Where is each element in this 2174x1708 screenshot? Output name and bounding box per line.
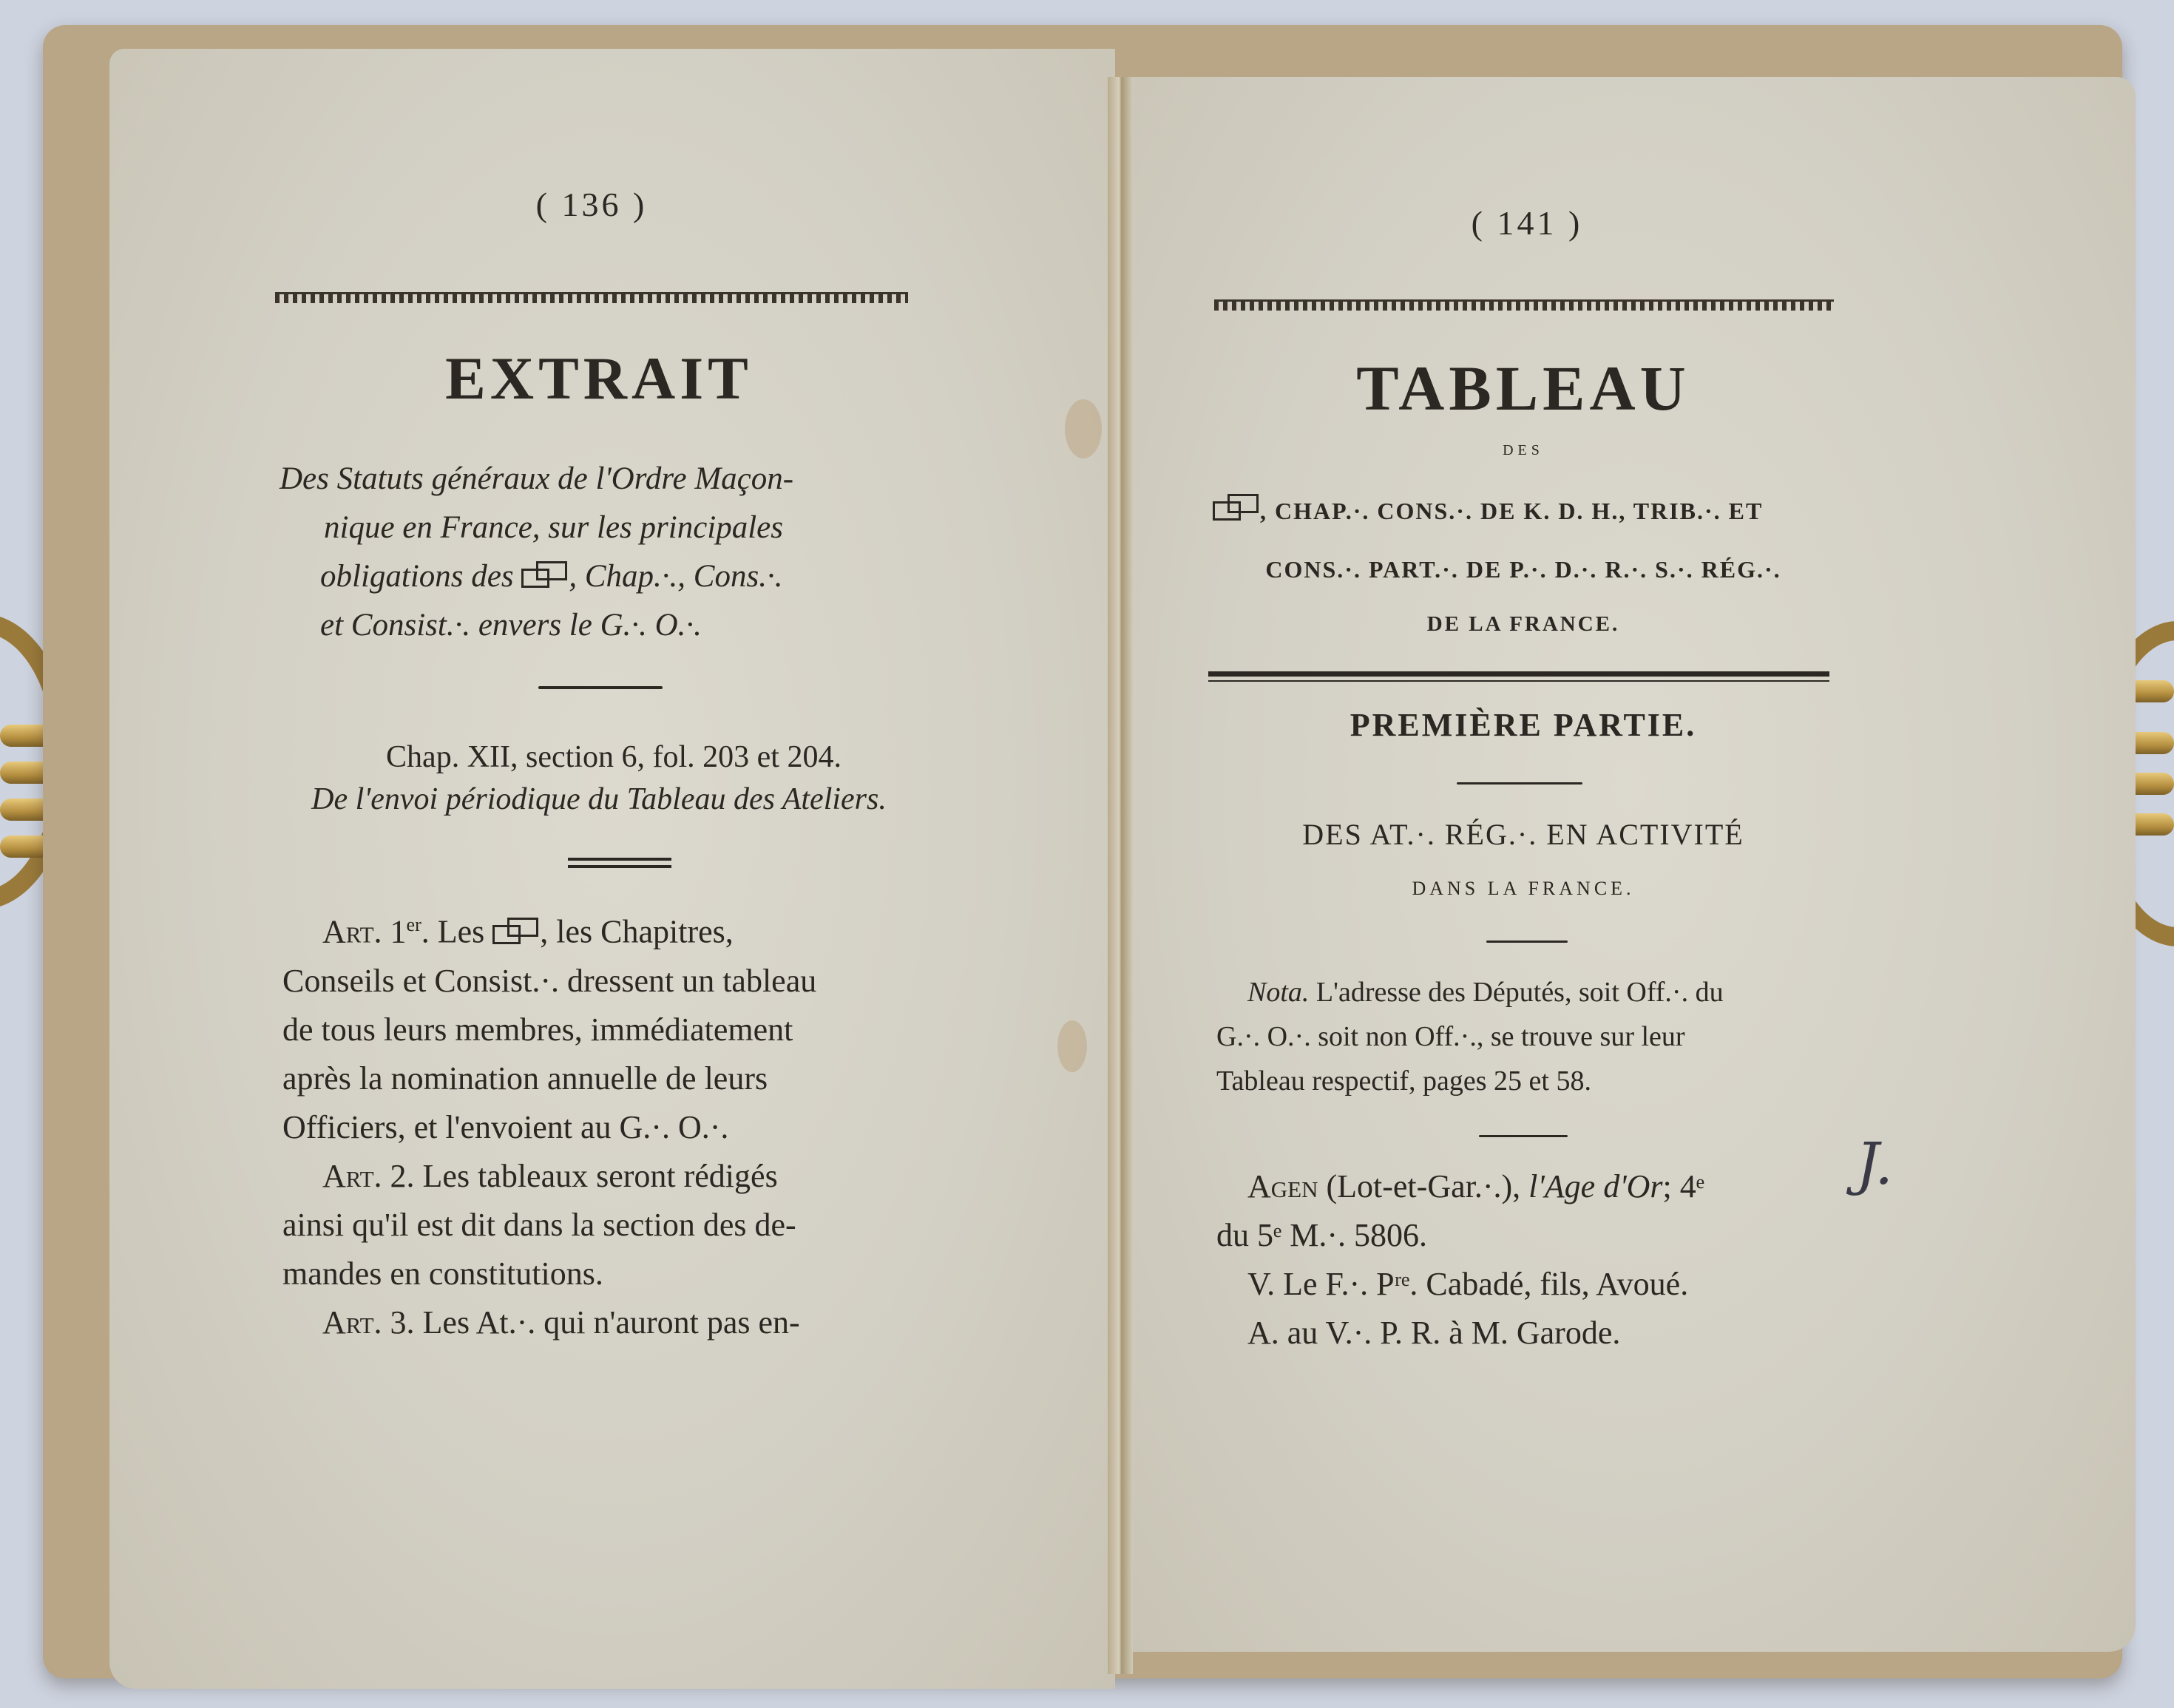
entry-line: V. Le F.·. Pʳᵉ. Cabadé, fils, Avoué. <box>1247 1266 1689 1302</box>
right-entry-rule <box>1479 1135 1568 1137</box>
section-title: DES AT.·. RÉG.·. EN ACTIVITÉ <box>1302 818 1744 851</box>
left-body-text <box>282 901 918 1347</box>
lodge-entry <box>1216 1162 1852 1358</box>
subtitle-line: nique en France, sur les principales <box>324 510 784 545</box>
right-heading-line: DE LA FRANCE. <box>1426 612 1620 636</box>
left-page-title: EXTRAIT <box>445 345 753 412</box>
article-label: Art. <box>322 1157 382 1194</box>
entry-line <box>1216 1162 1852 1211</box>
nota-block <box>1216 970 1838 1103</box>
body-text: . Les <box>421 913 493 950</box>
left-header-rule <box>275 292 908 303</box>
body-text: 2. Les tableaux seront rédigés <box>382 1157 778 1194</box>
nota-label: Nota. <box>1247 977 1310 1008</box>
subtitle-line: et Consist.·. envers le G.·. O.·. <box>320 608 702 643</box>
subtitle-line: Des Statuts généraux de l'Ordre Maçon- <box>280 461 794 496</box>
body-line: mandes en constitutions. <box>282 1255 603 1292</box>
entry-text: (Lot-et-Gar.·.), <box>1318 1168 1529 1204</box>
subtitle-text: obligations des <box>320 559 522 594</box>
lodge-icon <box>521 561 569 589</box>
nota-line <box>1216 970 1838 1014</box>
book-gutter <box>1108 77 1133 1674</box>
subtitle-line <box>280 552 915 601</box>
nota-line: Tableau respectif, pages 25 et 58. <box>1216 1065 1591 1097</box>
entry-line: A. au V.·. P. R. à M. Garode. <box>1247 1315 1621 1351</box>
body-line <box>282 1152 918 1201</box>
body-line: Conseils et Consist.·. dressent un tableau <box>282 962 817 999</box>
right-page-title: TABLEAU <box>1356 353 1690 424</box>
article-label: Art. <box>322 1304 382 1341</box>
right-heading-line: CONS.·. PART.·. DE P.·. D.·. R.·. S.·. RÉG.·. <box>1265 556 1781 583</box>
right-heading-line <box>1213 494 1763 525</box>
nota-line: G.·. O.·. soit non Off.·., se trouve sur leur <box>1216 1021 1685 1052</box>
lodge-icon <box>1213 494 1260 522</box>
body-line: ainsi qu'il est dit dans la section des de- <box>282 1206 796 1243</box>
paper-stain <box>1065 399 1102 458</box>
subtitle-text: , Chap.·., Cons.·. <box>569 559 783 594</box>
handwritten-mark: J. <box>1856 1131 1894 1198</box>
right-page <box>1122 77 2136 1652</box>
lodge-icon <box>492 918 540 946</box>
body-line: après la nomination annuelle de leurs <box>282 1060 768 1097</box>
left-double-rule <box>568 858 671 868</box>
heading-text: , CHAP.·. CONS.·. DE K. D. H., TRIB.·. ET <box>1260 498 1764 524</box>
body-line <box>282 1298 918 1347</box>
right-ornament-rule <box>1457 782 1582 784</box>
body-line: de tous leurs membres, immédiatement <box>282 1011 793 1048</box>
des-label: DES <box>1503 442 1544 458</box>
nota-text: L'adresse des Députés, soit Off.·. du <box>1309 977 1724 1008</box>
right-page-number: ( 141 ) <box>1471 204 1583 242</box>
section-subtitle: DANS LA FRANCE. <box>1412 878 1635 899</box>
article-ordinal: er <box>406 914 421 935</box>
chapter-subject: De l'envoi périodique du Tableau des Ateliers. <box>311 782 887 816</box>
chapter-reference: Chap. XII, section 6, fol. 203 et 204. <box>386 740 842 774</box>
body-text: , les Chapitres, <box>540 913 734 950</box>
left-subtitle <box>280 455 915 650</box>
paper-stain <box>1057 1020 1087 1072</box>
open-book <box>43 25 2122 1678</box>
left-page-number: ( 136 ) <box>535 186 648 223</box>
lodge-name: l'Age d'Or <box>1528 1168 1663 1204</box>
body-text: 3. Les At.·. qui n'auront pas en- <box>382 1304 800 1341</box>
body-line: Officiers, et l'envoient au G.·. O.·. <box>282 1108 729 1145</box>
part-title: PREMIÈRE PARTIE. <box>1350 707 1697 743</box>
right-header-rule <box>1214 299 1834 311</box>
entry-text: ; 4ᵉ <box>1662 1168 1705 1204</box>
article-number: 1 <box>390 913 407 950</box>
entry-city: Agen <box>1247 1168 1318 1204</box>
right-thick-rule <box>1208 671 1829 682</box>
entry-line: du 5ᵉ M.·. 5806. <box>1216 1217 1428 1253</box>
article-label: Art. <box>322 913 382 950</box>
right-short-rule <box>1486 941 1568 943</box>
body-line <box>282 901 918 957</box>
left-ornament-rule <box>538 686 663 689</box>
